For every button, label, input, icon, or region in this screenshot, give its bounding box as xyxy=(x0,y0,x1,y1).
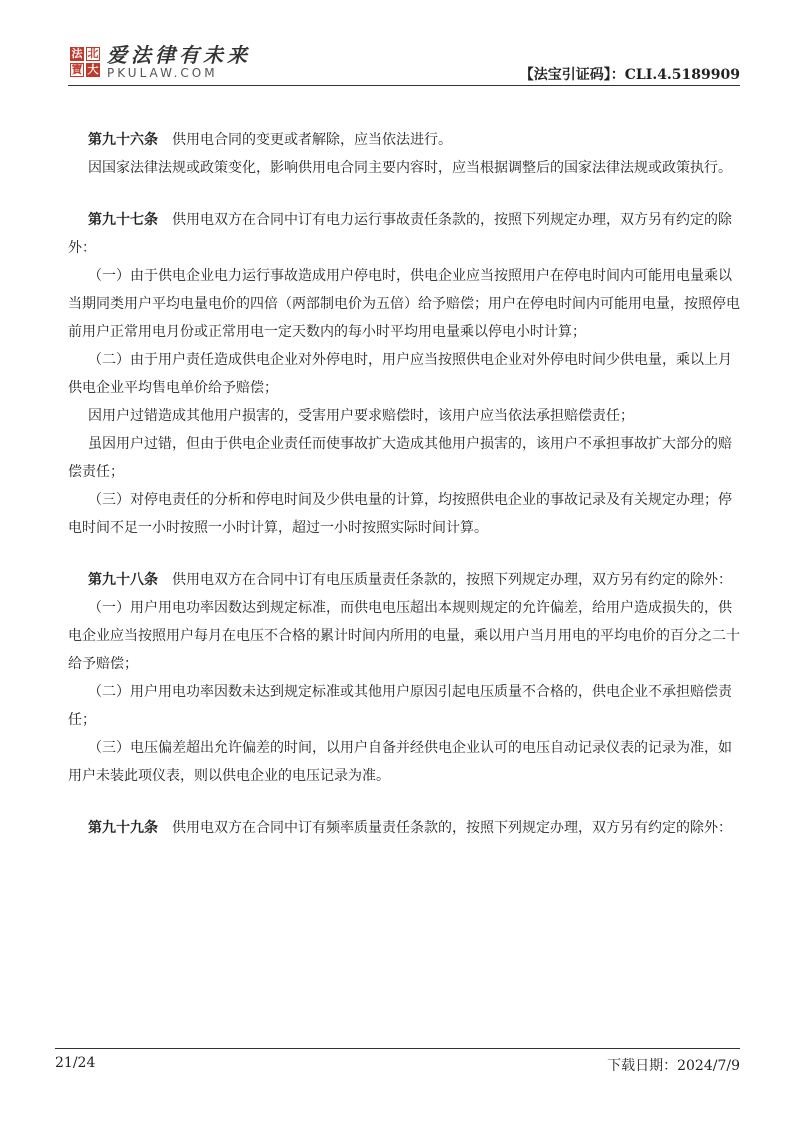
pkulaw-logo xyxy=(68,44,251,80)
paragraph-text: 供用电合同的变更或者解除，应当依法进行。 xyxy=(172,132,452,148)
article-99 xyxy=(88,814,740,842)
footer-divider xyxy=(55,1048,740,1049)
paragraph-text: 因用户过错造成其他用户损害的，受害用户要求赔偿时，该用户应当依法承担赔偿责任； xyxy=(88,408,634,424)
brand-domain: PKULAW.COM xyxy=(107,66,218,80)
article-paragraph xyxy=(68,594,740,678)
header-divider xyxy=(68,85,740,86)
article-label: 第九十八条 xyxy=(88,572,158,588)
article-paragraph xyxy=(68,734,740,790)
download-date: 下载日期：2024/7/9 xyxy=(607,1058,740,1074)
seal-logo-icon xyxy=(68,44,102,78)
article-97 xyxy=(68,206,740,542)
paragraph-text: 供用电双方在合同中订有电力运行事故责任条款的，按照下列规定办理，双方另有约定的除外： xyxy=(68,212,732,256)
article-paragraph xyxy=(68,814,740,842)
paragraph-text: 因国家法律法规或政策变化，影响供用电合同主要内容时，应当根据调整后的国家法律法规或政策执行。 xyxy=(88,160,732,176)
article-paragraph xyxy=(68,262,740,346)
paragraph-text: 供用电双方在合同中订有电压质量责任条款的，按照下列规定办理，双方另有约定的除外： xyxy=(172,572,732,588)
article-label: 第九十九条 xyxy=(88,820,158,836)
brand-text xyxy=(107,44,251,80)
article-paragraph xyxy=(88,126,740,154)
brand-slogan: 爱法律有未来 xyxy=(107,43,251,67)
article-label: 第九十七条 xyxy=(88,212,158,228)
paragraph-text: （二）用户用电功率因数未达到规定标准或其他用户原因引起电压质量不合格的，供电企业不承担赔偿责任； xyxy=(68,684,732,728)
page-header xyxy=(68,44,740,84)
article-96 xyxy=(88,126,740,182)
article-98 xyxy=(68,566,740,790)
paragraph-text: （二）由于用户责任造成供电企业对外停电时，用户应当按照供电企业对外停电时间少供电量，乘以上月供电企业平均售电单价给予赔偿； xyxy=(68,352,732,396)
paragraph-text: （三）电压偏差超出允许偏差的时间，以用户自备并经供电企业认可的电压自动记录仪表的记录为准，如用户未装此项仪表，则以供电企业的电压记录为准。 xyxy=(68,740,732,784)
paragraph-text: （一）由于供电企业电力运行事故造成用户停电时，供电企业应当按照用户在停电时间内可能用电量乘以当期同类用户平均电量电价的四倍（两部制电价为五倍）给予赔偿；用户在停电时间内可能用电量，按照停电前用户正常用电月份或正常用电一定天数内的每小时平均用电量乘以停电小时计算； xyxy=(68,268,740,340)
paragraph-text: 虽因用户过错，但由于供电企业责任而使事故扩大造成其他用户损害的，该用户不承担事故扩大部分的赔偿责任； xyxy=(68,436,732,480)
page-number: 21/24 xyxy=(55,1055,96,1071)
article-gap xyxy=(88,790,740,814)
article-gap xyxy=(88,542,740,566)
article-paragraph xyxy=(68,566,740,594)
seal-char: 大 xyxy=(87,63,99,76)
article-paragraph xyxy=(68,430,740,486)
article-paragraph xyxy=(68,402,740,430)
article-gap xyxy=(88,182,740,206)
article-paragraph xyxy=(68,346,740,402)
paragraph-text: （一）用户用电功率因数达到规定标准，而供电电压超出本规则规定的允许偏差，给用户造成损失的，供电企业应当按照用户每月在电压不合格的累计时间内所用的电量，乘以用户当月用电的平均电价的百分之二十给予赔偿； xyxy=(68,600,740,672)
paragraph-text: 供用电双方在合同中订有频率质量责任条款的，按照下列规定办理，双方另有约定的除外： xyxy=(172,820,732,836)
seal-char: 北 xyxy=(87,47,99,60)
seal-char: 寶 xyxy=(71,63,83,76)
citation-code: 【法宝引证码】：CLI.4.5189909 xyxy=(519,67,740,83)
document-body xyxy=(68,126,740,842)
article-paragraph xyxy=(68,486,740,542)
article-paragraph xyxy=(68,678,740,734)
article-label: 第九十六条 xyxy=(88,132,158,148)
paragraph-text: （三）对停电责任的分析和停电时间及少供电量的计算，均按照供电企业的事故记录及有关规定办理；停电时间不足一小时按照一小时计算，超过一小时按照实际时间计算。 xyxy=(68,492,732,536)
article-paragraph xyxy=(68,206,740,262)
seal-char: 法 xyxy=(71,47,83,60)
article-paragraph xyxy=(68,154,740,182)
